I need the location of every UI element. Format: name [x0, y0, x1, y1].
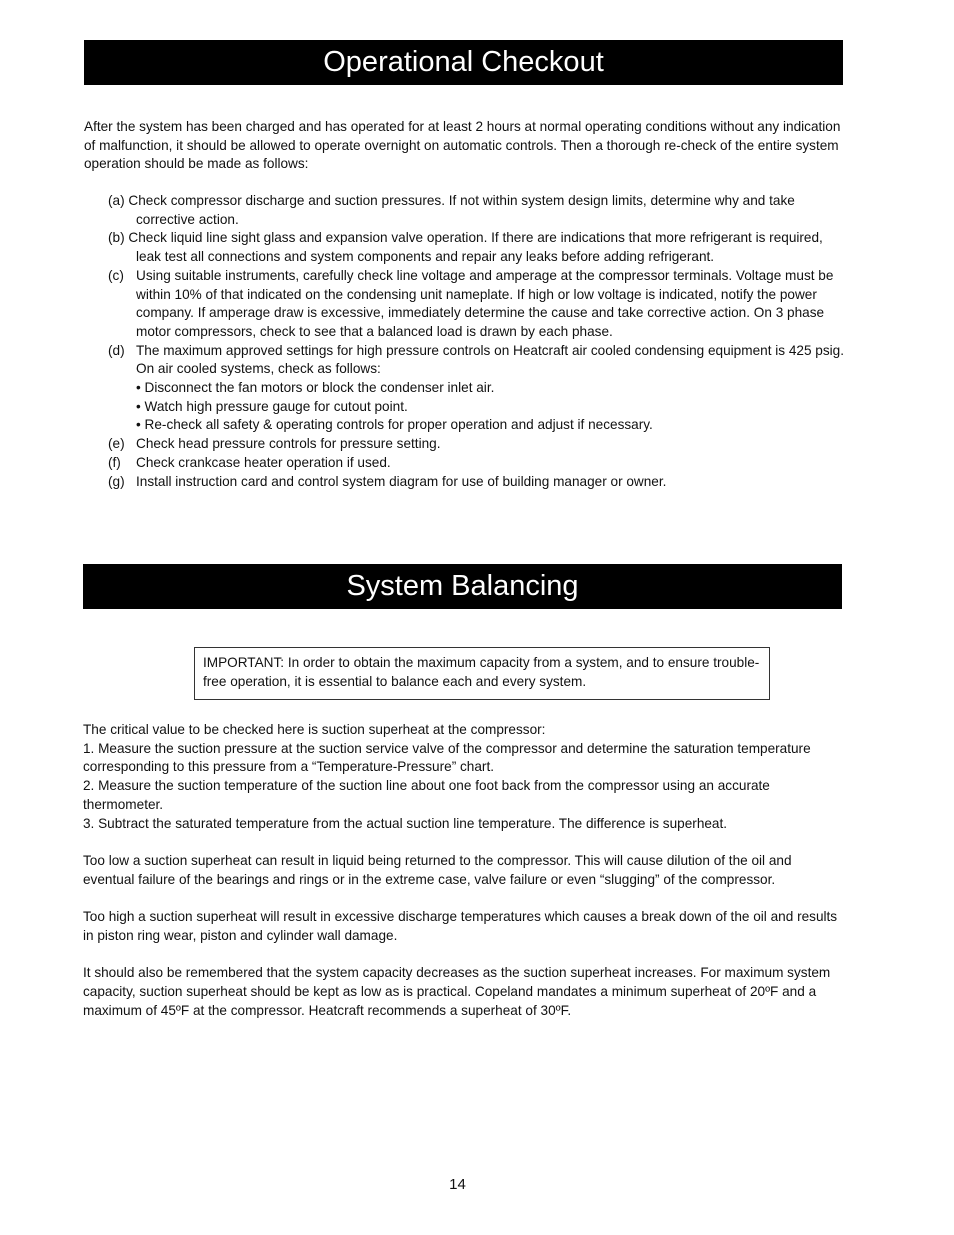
- list-marker: (f): [108, 454, 121, 470]
- paragraph-high-superheat: Too high a suction superheat will result in excessive discharge temperatures which causes a break down of the oil and results in piston ring wear, piston and cylinder wall damage.: [83, 909, 838, 943]
- list-item-b: [108, 229, 848, 266]
- list-item-text: Check crankcase heater operation if used.: [136, 454, 391, 470]
- list-marker: (d): [108, 342, 125, 358]
- list-marker: (a): [108, 193, 125, 208]
- list-marker: (b): [108, 230, 125, 246]
- intro-paragraph: After the system has been charged and has operated for at least 2 hours at normal operating conditions without any indication of malfunction, it should be allowed to operate overnight on automatic controls. Then a thorough re-check of the entire system operation should be made as follows:: [84, 119, 841, 172]
- page-number: 14: [449, 1176, 466, 1193]
- list-item-text: Check head pressure controls for pressure setting.: [136, 436, 441, 452]
- list-item-a: [108, 192, 848, 229]
- sub-bullet: • Re-check all safety & operating controls for proper operation and adjust if necessary.: [136, 417, 653, 433]
- section-title-operational-checkout: Operational Checkout: [84, 40, 843, 85]
- list-item-text: Check liquid line sight glass and expansion valve operation. If there are indications that more refrigerant is required, leak test all connections and system components and repair any leaks before adding refrigerant.: [128, 230, 823, 265]
- step-3: 3. Subtract the saturated temperature from the actual suction line temperature. The difference is superheat.: [83, 815, 728, 831]
- list-item-c: [108, 267, 848, 342]
- important-notice-box: IMPORTANT: In order to obtain the maximum capacity from a system, and to ensure trouble-free operation, it is essential to balance each and every system.: [194, 647, 770, 700]
- list-item-f: [108, 454, 848, 473]
- step-1: 1. Measure the suction pressure at the suction service valve of the compressor and determine the saturation temperature corresponding to this pressure from a “Temperature-Pressure” chart.: [83, 740, 811, 775]
- sub-bullet: • Watch high pressure gauge for cutout point.: [136, 398, 408, 414]
- list-marker: (e): [108, 436, 125, 452]
- step-2: 2. Measure the suction temperature of the suction line about one foot back from the compressor using an accurate thermometer.: [83, 778, 770, 812]
- list-item-text: Using suitable instruments, carefully check line voltage and amperage at the compressor terminals. Voltage must be within 10% of that indicated on the condensing unit nameplate. If high or low voltage is indicated, notify the power company. If amperage draw is excessive, immediately determine the cause and take corrective action. On 3 phase motor compressors, check to see that a balanced load is drawn by each phase.: [136, 267, 834, 339]
- paragraph-capacity: It should also be remembered that the system capacity decreases as the suction superheat increases. For maximum system capacity, suction superheat should be kept as low as is practical. Copeland mandates a minimum superheat of 20ºF and a maximum of 45ºF at the compressor. Heatcraft recommends a superheat of 30ºF.: [83, 965, 831, 1018]
- list-marker: (g): [108, 473, 125, 489]
- sub-bullet: • Disconnect the fan motors or block the condenser inlet air.: [136, 380, 495, 396]
- list-item-text: The maximum approved settings for high pressure controls on Heatcraft air cooled condensing equipment is 425 psig. On air cooled systems, check as follows:: [136, 342, 845, 377]
- list-marker: (c): [108, 267, 124, 283]
- steps-intro: The critical value to be checked here is suction superheat at the compressor:: [83, 722, 546, 737]
- checkout-list: [108, 192, 848, 491]
- list-item-e: [108, 435, 848, 454]
- list-item-text: Check compressor discharge and suction pressures. If not within system design limits, determine why and take corrective action.: [128, 193, 795, 227]
- list-item-d: [108, 342, 848, 436]
- paragraph-low-superheat: Too low a suction superheat can result in liquid being returned to the compressor. This will cause dilution of the oil and eventual failure of the bearings and rings or in the extreme case, valve failure or even “slugging” of the compressor.: [83, 852, 792, 887]
- balancing-body: [83, 721, 843, 1020]
- superheat-steps: [83, 721, 843, 833]
- section-title-system-balancing: System Balancing: [83, 564, 842, 609]
- list-item-g: [108, 473, 848, 492]
- list-item-text: Install instruction card and control system diagram for use of building manager or owner.: [136, 473, 667, 489]
